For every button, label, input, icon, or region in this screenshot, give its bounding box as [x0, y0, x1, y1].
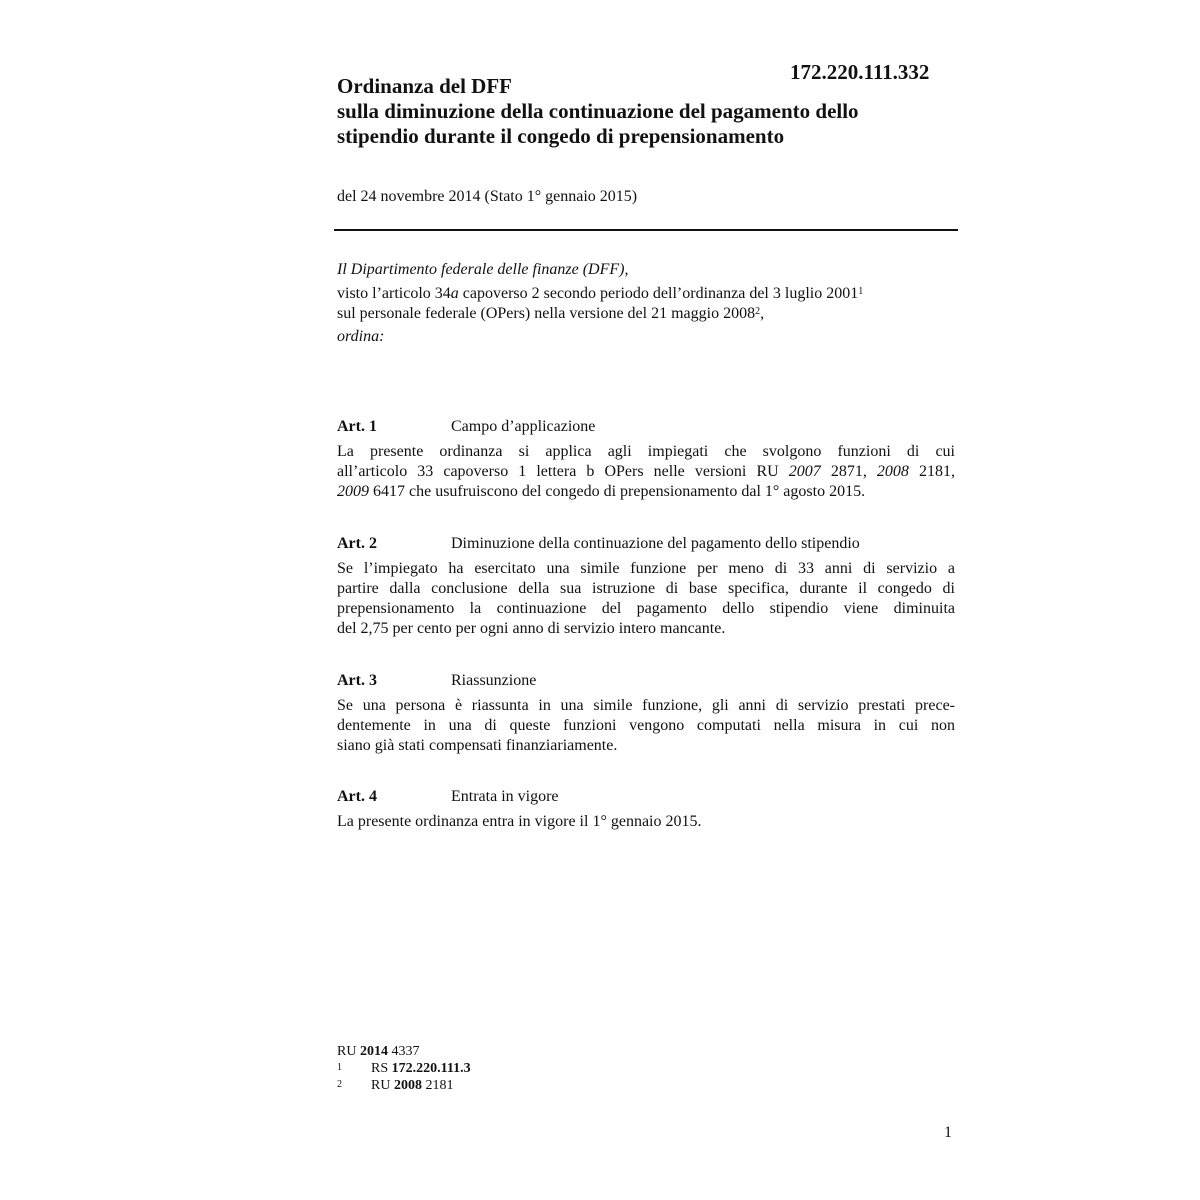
horizontal-rule: [334, 229, 958, 231]
article-number: Art. 3: [337, 672, 377, 689]
footnote-mark: 1: [337, 1062, 342, 1073]
footer-text: RU: [337, 1044, 360, 1059]
article-line: [337, 462, 955, 482]
footnote-text-bold: 172.220.111.3: [391, 1061, 471, 1076]
article-body: [337, 559, 955, 639]
article-line: Se una persona è riassunta in una simile funzione, gli anni di servizio prestati prece-: [337, 697, 955, 714]
article-line: La presente ordinanza si applica agli impiegati che svolgono funzioni di cui: [337, 443, 955, 460]
preamble-text: sul personale federale (OPers) nella versione del 21 maggio 2008: [337, 305, 756, 322]
article-3: [337, 670, 955, 756]
article-1: [337, 416, 955, 502]
article-line: siano già stati compensati finanziariamente.: [337, 737, 618, 754]
preamble-authority: Il Dipartimento federale delle finanze (DFF),: [337, 261, 629, 278]
article-title: Riassunzione: [451, 672, 537, 689]
title-line: sulla diminuzione della continuazione del pagamento dello: [337, 99, 859, 123]
article-body: [337, 812, 955, 832]
preamble-legal-basis-line: [337, 284, 957, 304]
article-line: del 2,75 per cento per ogni anno di servizio intero mancante.: [337, 620, 726, 637]
footer-text-bold: 2014: [359, 1044, 388, 1059]
article-title: Campo d’applicazione: [451, 418, 596, 435]
footnote-mark: 2: [337, 1079, 342, 1090]
article-line: dentemente in una di queste funzioni vengono computati nella misura in cui non: [337, 717, 955, 734]
title-line: stipendio durante il congedo di prepensionamento: [337, 124, 785, 148]
article-heading: [337, 786, 955, 808]
page-number: 1: [944, 1124, 952, 1141]
article-text-italic: 2007: [788, 463, 821, 480]
article-number: Art. 2: [337, 535, 377, 552]
footnote-text: 2181: [421, 1078, 454, 1093]
article-line: [337, 482, 955, 502]
document-title: [337, 74, 962, 149]
article-title: Diminuzione della continuazione del pagamento dello stipendio: [451, 535, 860, 552]
article-body: [337, 696, 955, 756]
footer-text: 4337: [387, 1044, 420, 1059]
article-text: 2871,: [820, 463, 877, 480]
footnote-text-bold: 2008: [393, 1078, 422, 1093]
preamble-text: capoverso 2 secondo periodo dell’ordinanza del 3 luglio 2001: [458, 285, 859, 302]
article-text: 2181,: [908, 463, 955, 480]
article-heading: [337, 670, 955, 692]
article-line: prepensionamento la continuazione del pagamento dello stipendio viene diminuita: [337, 600, 955, 617]
preamble: [337, 260, 957, 347]
official-compilation-reference: [337, 1043, 471, 1060]
article-text: 6417 che usufruiscono del congedo di prepensionamento dal 1° agosto 2015.: [369, 483, 866, 500]
sr-number: 172.220.111.332: [790, 60, 930, 84]
article-heading: [337, 533, 955, 555]
article-2: [337, 533, 955, 639]
footnote-reference: 1: [858, 286, 864, 297]
article-line: Se l’impiegato ha esercitato una simile funzione per meno di 33 anni di servizio a: [337, 560, 955, 577]
footer-notes: [337, 1043, 471, 1094]
article-heading: [337, 416, 955, 438]
article-line: partire dalla conclusione della sua istruzione di base specifica, durante il congedo di: [337, 580, 955, 597]
article-line: La presente ordinanza entra in vigore il 1° gennaio 2015.: [337, 813, 702, 830]
footnote-text: RS: [371, 1061, 392, 1076]
preamble-text: ,: [760, 305, 765, 322]
article-text: all’articolo 33 capoverso 1 lettera b OPers nelle versioni RU: [337, 463, 789, 480]
preamble-enactment: ordina:: [337, 328, 385, 345]
footnote-reference: 2: [755, 306, 761, 317]
article-title: Entrata in vigore: [451, 788, 559, 805]
date-status-line: del 24 novembre 2014 (Stato 1° gennaio 2015): [337, 188, 638, 205]
footnote: [337, 1077, 471, 1094]
article-number: Art. 1: [337, 418, 377, 435]
article-body: [337, 442, 955, 502]
article-text-italic: 2008: [876, 463, 909, 480]
article-4: [337, 786, 955, 832]
article-number: Art. 4: [337, 788, 377, 805]
preamble-text-italic: a: [450, 285, 459, 302]
preamble-text: visto l’articolo 34: [337, 285, 451, 302]
footnote: [337, 1060, 471, 1077]
footnote-text: RU: [371, 1078, 394, 1093]
title-line: Ordinanza del DFF: [337, 74, 513, 98]
article-text-italic: 2009: [337, 483, 369, 500]
preamble-legal-basis-line: [337, 304, 957, 324]
